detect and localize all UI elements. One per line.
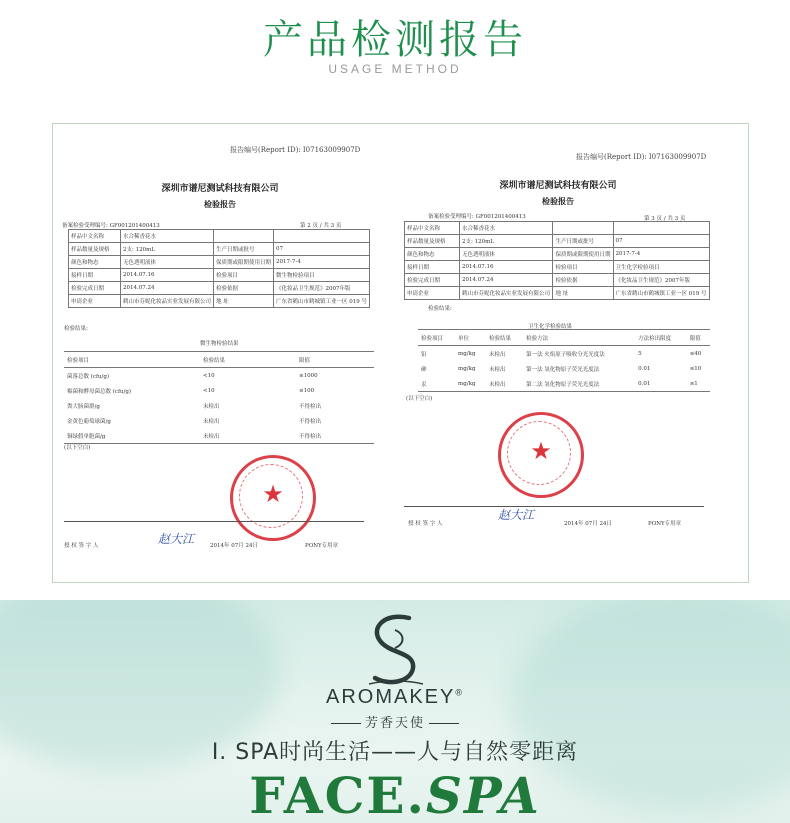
column-header: 限值 [296, 352, 374, 368]
table-cell: 金黄色葡萄球菌/g [67, 418, 111, 425]
info-cell: 2014.07.24 [460, 274, 553, 287]
face-text: FACE. [249, 766, 426, 823]
info-cell: 样品中文名称 [69, 230, 121, 243]
table-cell: 未检出 [486, 376, 523, 392]
sample-info-table [404, 221, 710, 300]
info-cell: 卫生化学检验项目 [613, 261, 710, 274]
company-name: 深圳市谱尼测试科技有限公司 [499, 181, 617, 191]
report-page-1 [60, 133, 380, 558]
info-cell: 接样日期 [69, 269, 121, 282]
column-header: 方法检出限度 [635, 330, 687, 346]
info-cell: 2014.07.24 [120, 282, 213, 295]
info-cell: 07 [613, 235, 710, 248]
info-cell: 2017-7-4 [274, 256, 370, 269]
table-row [64, 383, 374, 398]
table-cell: ≤10 [689, 365, 702, 372]
results-table [64, 351, 374, 444]
sign-date: 2014年 07月 24日 [564, 521, 612, 527]
table-cell: 铜绿假单胞菌/g [64, 428, 200, 444]
table-cell: 不得检出 [299, 418, 322, 425]
seal-label: PONY专用章 [305, 543, 339, 549]
page-subtitle: USAGE METHOD [328, 62, 462, 76]
info-row [405, 287, 710, 300]
table-cell: <10 [203, 372, 215, 379]
info-cell [613, 222, 710, 235]
table-cell: 5 [638, 350, 642, 357]
official-seal [230, 455, 316, 541]
info-cell: 保质期或限期使用日期 [213, 256, 273, 269]
info-cell: 检验依据 [213, 282, 273, 295]
filing-number: 备案检验受理编号: GF001201400413 [62, 223, 160, 229]
section-title: 微生物检验结果 [200, 341, 239, 347]
info-cell [553, 222, 613, 235]
info-cell: 水合稀香花水 [120, 230, 213, 243]
info-cell: 2支: 120mL [460, 235, 553, 248]
table-cell: 汞 [418, 376, 455, 392]
company-name: 深圳市谱尼测试科技有限公司 [161, 184, 279, 194]
column-header: 检验项目 [64, 352, 200, 368]
info-cell: 07 [274, 243, 370, 256]
info-cell: 2017-7-4 [613, 248, 710, 261]
results-label: 检验结果: [428, 306, 452, 312]
table-cell: ≤1000 [299, 372, 318, 379]
info-cell: 广东省鹤山市鹤城镇工业一区 019 号 [274, 295, 370, 308]
column-header: 检验结果 [486, 330, 523, 346]
info-cell: 颜色和物态 [405, 248, 460, 261]
info-cell: 样品中文名称 [405, 222, 460, 235]
info-cell: 检验项目 [213, 269, 273, 282]
info-cell: 鹤山市芬妮化妆品实业发展有限公司 [460, 287, 553, 300]
seal-label: PONY专用章 [648, 521, 682, 527]
table-row [418, 376, 710, 392]
column-header: 检验方法 [523, 330, 635, 346]
info-cell: 2014.07.16 [460, 261, 553, 274]
table-cell: 0.01 [638, 365, 651, 372]
table-cell: 霉菌和酵母菌总数 (cfu/g) [67, 388, 132, 395]
info-cell: 《化妆品卫生规范》2007年版 [274, 282, 370, 295]
divider [404, 506, 704, 507]
info-row [69, 269, 370, 282]
signatory-label: 授 权 签 字 人 [64, 543, 99, 549]
table-row [64, 428, 374, 444]
info-row [69, 295, 370, 308]
info-row [405, 274, 710, 287]
table-cell: 砷 [421, 366, 427, 373]
info-cell: 接样日期 [405, 261, 460, 274]
report-title: 检验报告 [204, 199, 236, 209]
signature: 赵大江 [498, 508, 535, 522]
table-row [64, 413, 374, 428]
info-cell: 地 址 [213, 295, 273, 308]
table-cell: 不得检出 [299, 403, 322, 410]
info-row [69, 282, 370, 295]
official-seal [498, 412, 584, 498]
results-label: 检验结果: [64, 326, 88, 332]
brand-banner [0, 600, 790, 823]
section-title: 卫生化学检验结果 [528, 324, 573, 330]
info-cell [213, 230, 273, 243]
blank-note: (以下空白) [406, 396, 433, 402]
info-cell: 生产日期或批号 [553, 235, 613, 248]
blank-note: (以下空白) [64, 445, 91, 451]
info-cell: 样品数量及规格 [405, 235, 460, 248]
page-number: 第 2 页 / 共 3 页 [300, 223, 342, 229]
report-page-2 [398, 132, 718, 542]
info-cell: 无色透明液体 [460, 248, 553, 261]
brand-name-text: AROMAKEY [326, 686, 456, 708]
table-cell: 第一法 氢化物原子荧光光度法 [526, 366, 600, 373]
sign-date: 2014年 07月 24日 [210, 543, 258, 549]
info-cell: 广东省鹤山市鹤城镇工业一区 019 号 [613, 287, 710, 300]
table-cell: ≤1 [687, 376, 710, 392]
star-icon: ★ [262, 480, 284, 508]
table-cell: mg/kg [455, 376, 486, 392]
table-cell: ≤100 [299, 387, 315, 394]
info-cell: 检验完成日期 [69, 282, 121, 295]
results-table [418, 329, 710, 392]
column-header: 检验结果 [200, 352, 296, 368]
table-row [64, 368, 374, 384]
info-row [69, 256, 370, 269]
page-number: 第 3 页 / 共 3 页 [644, 216, 686, 222]
info-row [405, 222, 710, 235]
info-cell: 检验完成日期 [405, 274, 460, 287]
info-cell: 检验项目 [553, 261, 613, 274]
table-cell: 未检出 [489, 366, 506, 373]
info-cell: 检验依据 [553, 274, 613, 287]
star-icon: ★ [530, 437, 552, 465]
info-cell: 生产日期或批号 [213, 243, 273, 256]
column-header: 单位 [455, 330, 486, 346]
info-cell: 鹤山市芬妮化妆品实业发展有限公司 [120, 295, 213, 308]
info-cell: 无色透明液体 [120, 256, 213, 269]
brand-name [0, 686, 790, 709]
report-id: 报告编号(Report ID): I07163009907D [230, 146, 361, 154]
info-cell: 《化妆品卫生规范》2007年版 [613, 274, 710, 287]
page-title: 产品检测报告 [263, 17, 527, 63]
info-row [405, 235, 710, 248]
face-spa-title [0, 766, 790, 823]
column-header: 限值 [687, 330, 710, 346]
filing-number: 备案检验受理编号: GF001201400413 [428, 214, 526, 220]
info-cell [274, 230, 370, 243]
info-cell: 地 址 [553, 287, 613, 300]
table-cell: 未检出 [203, 418, 220, 425]
sample-info-table [68, 229, 370, 308]
table-cell: 铅 [421, 351, 427, 358]
column-header: 检验项目 [418, 330, 455, 346]
slogan: I. SPA时尚生活——人与自然零距离 [211, 740, 579, 765]
info-cell: 2014.07.16 [120, 269, 213, 282]
table-cell: 未检出 [489, 351, 506, 358]
info-cell: 申请企业 [69, 295, 121, 308]
info-cell: 颜色和物态 [69, 256, 121, 269]
table-row [418, 361, 710, 376]
info-row [69, 243, 370, 256]
info-cell: 保质期或限期使用日期 [553, 248, 613, 261]
signature: 赵大江 [158, 532, 195, 546]
info-cell: 样品数量及规格 [69, 243, 121, 256]
table-cell: 未检出 [203, 403, 220, 410]
table-cell: <10 [203, 387, 215, 394]
table-cell: 第一法 火焰原子吸收分光光度法 [526, 351, 605, 358]
table-cell: ≤40 [689, 350, 702, 357]
signatory-label: 授 权 签 字 人 [408, 521, 443, 527]
info-row [405, 261, 710, 274]
table-cell: 未检出 [200, 428, 296, 444]
info-cell: 2支: 120mL [120, 243, 213, 256]
table-cell: 0.01 [635, 376, 687, 392]
table-cell: mg/kg [458, 350, 476, 357]
table-cell: 第二法 氢化物原子荧光光度法 [523, 376, 635, 392]
leaf-s-logo-icon [355, 608, 435, 690]
info-cell: 申请企业 [405, 287, 460, 300]
info-row [69, 230, 370, 243]
table-row [64, 398, 374, 413]
info-cell: 水合稀香花水 [460, 222, 553, 235]
info-cell: 微生物检验项目 [274, 269, 370, 282]
spa-text: SPA [425, 766, 541, 823]
brand-name-cn-text: 芳香天使 [364, 716, 425, 731]
brand-name-cn [0, 712, 790, 731]
table-cell: 粪大肠菌群/g [67, 403, 100, 410]
report-id: 报告编号(Report ID): I07163009907D [576, 153, 707, 161]
report-title: 检验报告 [542, 196, 574, 206]
info-row [405, 248, 710, 261]
table-row [418, 346, 710, 362]
table-cell: 菌落总数 (cfu/g) [67, 373, 110, 380]
divider [64, 521, 364, 522]
table-cell: mg/kg [458, 365, 476, 372]
registered-mark: ® [455, 687, 464, 698]
table-cell: 不得检出 [296, 428, 374, 444]
